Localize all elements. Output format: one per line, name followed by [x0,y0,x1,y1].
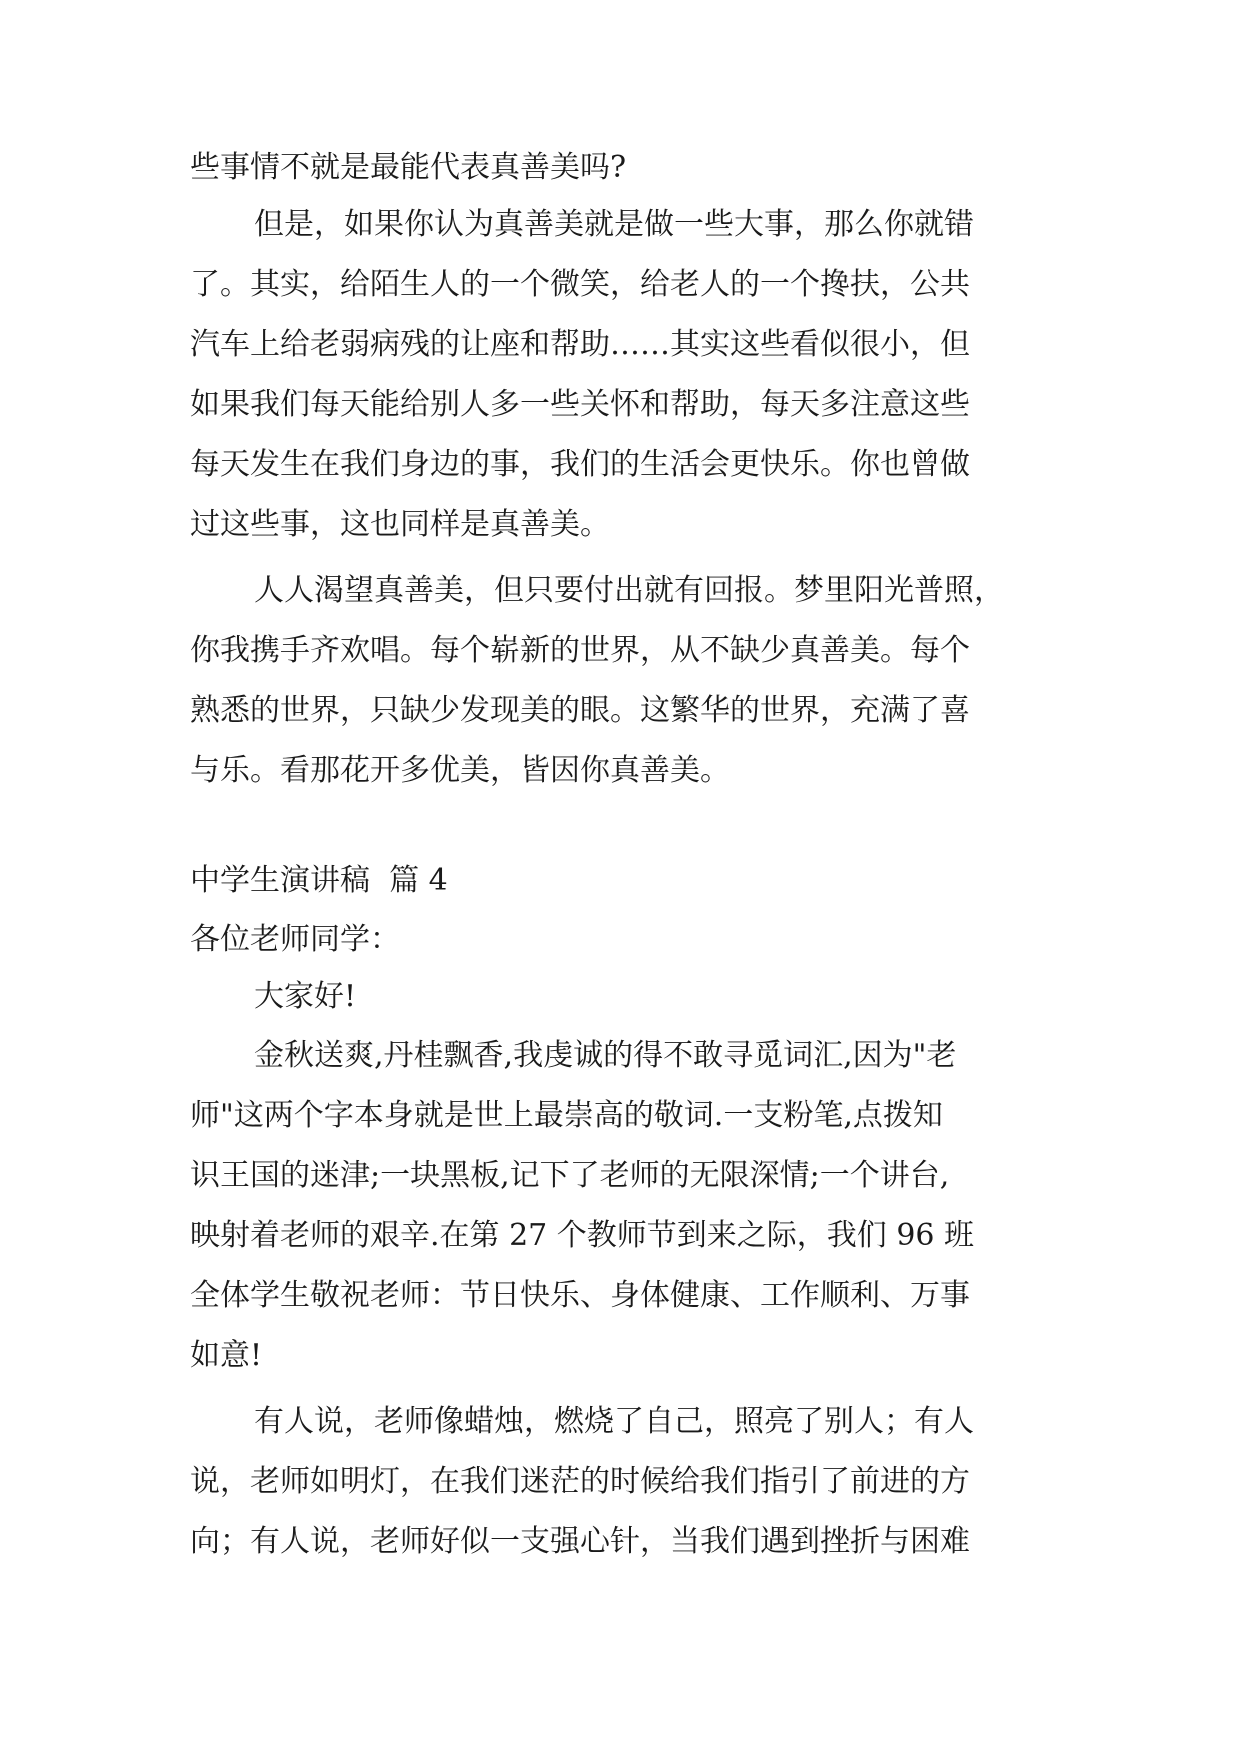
text-line: 金秋送爽,丹桂飘香,我虔诚的得不敢寻觅词汇,因为"老 [254,1038,957,1073]
text-line: 师"这两个字本身就是世上最崇高的敬词.一支粉笔,点拨知 [190,1098,943,1133]
text-line: 如意! [190,1338,263,1373]
text-line: 汽车上给老弱病残的让座和帮助……其实这些看似很小，但 [190,327,970,362]
text-line: 映射着老师的艰辛.在第 27 个教师节到来之际，我们 96 班 [190,1218,975,1253]
text-line: 每天发生在我们身边的事，我们的生活会更快乐。你也曾做 [190,447,970,482]
paragraph-teacher-metaphors [190,1392,1048,1572]
paragraph-teachers-day [190,1026,1048,1386]
text-line: 熟悉的世界，只缺少发现美的眼。这繁华的世界，充满了喜 [190,693,970,728]
paragraph-good-deeds [190,195,1048,555]
text-line: 过这些事，这也同样是真善美。 [190,507,610,542]
text-line: 有人说，老师像蜡烛，燃烧了自己，照亮了别人；有人 [254,1404,974,1439]
text-line: 了。其实，给陌生人的一个微笑，给老人的一个搀扶，公共 [190,267,970,302]
paragraph-continuation [190,138,1048,198]
text-line: 人人渴望真善美，但只要付出就有回报。梦里阳光普照， [254,573,1004,608]
text-line: 识王国的迷津;一块黑板,记下了老师的无限深情;一个讲台, [190,1158,950,1193]
section-title [190,851,1048,911]
salutation-text: 各位老师同学： [190,922,400,957]
text-line: 向；有人说，老师好似一支强心针，当我们遇到挫折与困难 [190,1524,970,1559]
greeting-text: 大家好! [254,979,357,1014]
text-line: 如果我们每天能给别人多一些关怀和帮助，每天多注意这些 [190,387,970,422]
text-line: 你我携手齐欢唱。每个崭新的世界，从不缺少真善美。每个 [190,633,970,668]
section-title-text: 中学生演讲稿 篇 4 [190,863,448,898]
text-line: 与乐。看那花开多优美，皆因你真善美。 [190,753,730,788]
text-line: 说，老师如明灯，在我们迷茫的时候给我们指引了前进的方 [190,1464,970,1499]
paragraph-conclusion [190,561,1048,801]
greeting [190,967,1048,1027]
text-line: 些事情不就是最能代表真善美吗? [190,150,627,185]
salutation [190,910,1048,970]
text-line: 但是，如果你认为真善美就是做一些大事，那么你就错 [254,207,974,242]
text-line: 全体学生敬祝老师：节日快乐、身体健康、工作顺利、万事 [190,1278,970,1313]
